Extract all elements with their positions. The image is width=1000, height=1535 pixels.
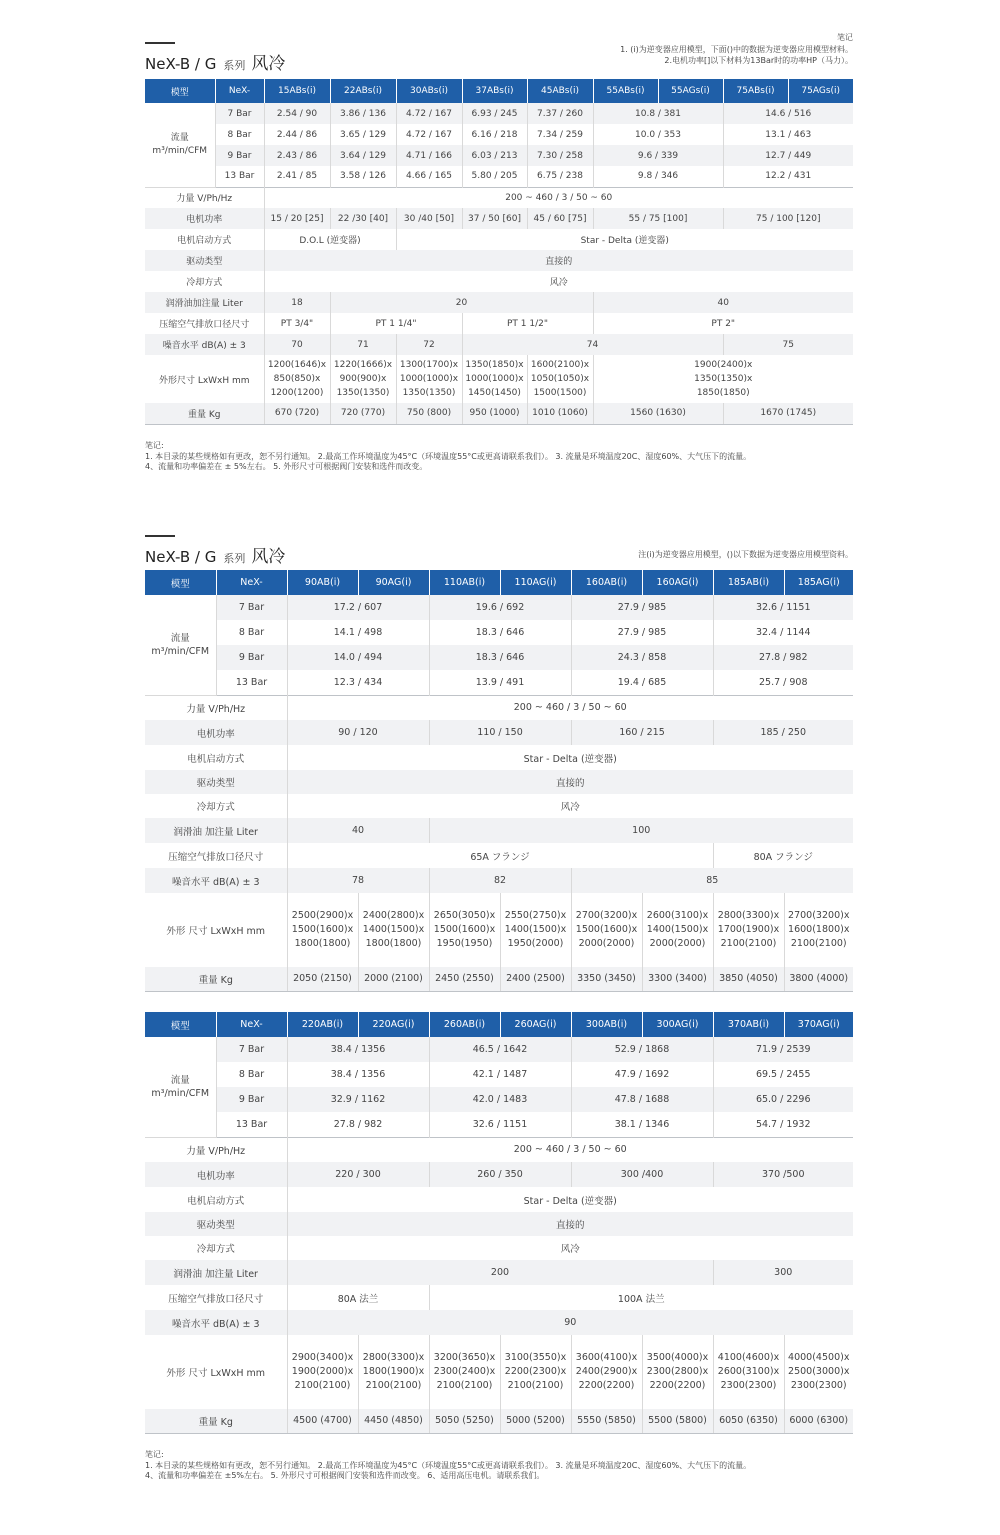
header-note-2: 注(i)为逆变器应用模型，()以下数据为逆变器应用模型资料。 (638, 550, 853, 559)
start-row: 电机启动方式 D.O.L (逆变器) Star - Delta (逆变器) (145, 229, 853, 250)
power-row: 力量 V/Ph/Hz 200 ~ 460 / 3 / 50 ~ 60 (145, 695, 853, 720)
header-note: 笔记 1. (i)为逆变器应用模型，下面()中的数据为逆变器应用模型材料。 2.电机功率[]以下材料为13Bar时的功率HP（马力）。 (620, 33, 853, 65)
section-1-header (145, 33, 853, 74)
flow-row: 13 Bar 2.41 / 85 3.58 / 126 4.66 / 165 5.80 / 205 6.75 / 238 9.8 / 346 12.2 / 431 (145, 166, 853, 187)
weight-row: 重量 Kg 4500 (4700) 4450 (4850) 5050 (5250) 5000 (5200) 5550 (5850) 5500 (5800) 6050 (6350) 6000 (6300) (145, 1409, 853, 1433)
noise-row: 噪音水平 dB(A) ± 3 70 71 72 74 75 (145, 334, 853, 355)
footer-notes-2: 笔记: 1. 本目录的某些规格如有更改，恕不另行通知。 2.最高工作环境温度为45°C（环境温度55°C或更高请联系我们）。 3. 流量是环境温度20C、湿度60%、大气压下的流量。 4、流量和功率偏差在 ±5%左右。 5. 外形尺寸可根据阀门安装和选件而改变。 6、适用高压电机。请联系我们。 (145, 1450, 752, 1480)
outlet-row: 压缩空气排放口径尺寸 80A 法兰 100A 法兰 (145, 1285, 853, 1310)
section-title (145, 49, 285, 74)
noise-row: 噪音水平 dB(A) ± 3 90 (145, 1310, 853, 1335)
footer-notes-1: 笔记: 1. 本目录的某些规格如有更改，恕不另行通知。 2.最高工作环境温度为45°C（环境温度55°C或更高请联系我们）。 3. 流量是环境温度20C、湿度60%、大气压下的流量。 4、流量和功率偏差在 ± 5%左右。 5. 外形尺寸可根据阀门安装和选件而改变。 (145, 441, 752, 471)
flow-row: 13 Bar 27.8 / 982 32.6 / 1151 38.1 / 1346 54.7 / 1932 (145, 1112, 853, 1137)
noise-row: 噪音水平 dB(A) ± 3 78 82 85 (145, 868, 853, 893)
oil-row: 润滑油 加注量 Liter 40 100 (145, 818, 853, 843)
power-row: 力量 V/Ph/Hz 200 ~ 460 / 3 / 50 ~ 60 (145, 1137, 853, 1162)
drive-row: 驱动类型 直接的 (145, 250, 853, 271)
flow-row: 8 Bar 14.1 / 498 18.3 / 646 27.9 / 985 32.4 / 1144 (145, 620, 853, 645)
flow-row: 流量 m³/min/CFM 7 Bar 38.4 / 1356 46.5 / 1642 52.9 / 1868 71.9 / 2539 (145, 1037, 853, 1062)
section-1 (145, 33, 853, 74)
dims-row: 外形尺寸 LxWxH mm 1200(1646)x 850(850)x 1200(1200) 1220(1666)x 900(900)x 1350(1350) 1300(1700)x 1000(1000)x 1350(1350) 1350(1850)x 1000(1000)x 1450(1450) 1600(2100)x 1050(1050)x 1500(1500) 1900(2400)x 1350(1350)x 1850(1850) (145, 355, 853, 403)
title-bar (145, 42, 175, 44)
model-name: NeX-B / G (145, 55, 217, 73)
flow-row: 8 Bar 2.44 / 86 3.65 / 129 4.72 / 167 6.16 / 218 7.34 / 259 10.0 / 353 13.1 / 463 (145, 124, 853, 145)
flow-row: 8 Bar 38.4 / 1356 42.1 / 1487 47.9 / 1692 69.5 / 2455 (145, 1062, 853, 1087)
table-header-row: 模型 NeX- 15ABs(i) 22ABs(i) 30ABs(i) 37ABs(i) 45ABs(i) 55ABs(i) 55AGs(i) 75ABs(i) 75AGs(i) (145, 79, 853, 103)
section-title (145, 542, 285, 567)
flow-row: 13 Bar 12.3 / 434 13.9 / 491 19.4 / 685 25.7 / 908 (145, 670, 853, 695)
outlet-row: 压缩空气排放口径尺寸 PT 3/4" PT 1 1/4" PT 1 1/2" PT 2" (145, 313, 853, 334)
flow-row: 9 Bar 32.9 / 1162 42.0 / 1483 47.8 / 1688 65.0 / 2296 (145, 1087, 853, 1112)
start-row: 电机启动方式 Star - Delta (逆变器) (145, 1187, 853, 1212)
cooling-label: 风冷 (251, 547, 286, 567)
oil-row: 润滑油 加注量 Liter 200 300 (145, 1260, 853, 1285)
start-row: 电机启动方式 Star - Delta (逆变器) (145, 745, 853, 770)
section-2-header (145, 535, 853, 565)
dims-row: 外形 尺寸 LxWxH mm 2900(3400)x 1900(2000)x 2100(2100) 2800(3300)x 1800(1900)x 2100(2100) 3200(3650)x 2300(2400)x 2100(2100) 3100(3550)x 2200(2300)x 2100(2100) 3600(4100)x 2400(2900)x 2200(2200) 3500(4000)x 2300(2800)x 2200(2200) 4100(4600)x 2600(3100)x 2300(2300) 4000(4500)x 2500(3000)x 2300(2300) (145, 1335, 853, 1409)
power-row: 力量 V/Ph/Hz 200 ~ 460 / 3 / 50 ~ 60 (145, 187, 853, 208)
dims-row: 外形 尺寸 LxWxH mm 2500(2900)x 1500(1600)x 1800(1800) 2400(2800)x 1400(1500)x 1800(1800) 2650(3050)x 1500(1600)x 1950(1950) 2550(2750)x 1400(1500)x 1950(2000) 2700(3200)x 1500(1600)x 2000(2000) 2600(3100)x 1400(1500)x 2000(2000) 2800(3300)x 1700(1900)x 2100(2100) 2700(3200)x 1600(1800)x 2100(2100) (145, 893, 853, 967)
weight-row: 重量 Kg 2050 (2150) 2000 (2100) 2450 (2550) 2400 (2500) 3350 (3450) 3300 (3400) 3850 (4050) 3800 (4000) (145, 967, 853, 991)
series-label: 系列 (223, 59, 246, 72)
drive-row: 驱动类型 直接的 (145, 770, 853, 794)
flow-label: 流量 m³/min/CFM (145, 103, 215, 187)
oil-row: 润滑油加注量 Liter 18 20 40 (145, 292, 853, 313)
flow-row: 9 Bar 2.43 / 86 3.64 / 129 4.71 / 166 6.03 / 213 7.30 / 258 9.6 / 339 12.7 / 449 (145, 145, 853, 166)
weight-row: 重量 Kg 670 (720) 720 (770) 750 (800) 950 (1000) 1010 (1060) 1560 (1630) 1670 (1745) (145, 403, 853, 424)
flow-row: 流量 m³/min/CFM 7 Bar 17.2 / 607 19.6 / 692 27.9 / 985 32.6 / 1151 (145, 595, 853, 620)
motor-row: 电机功率 15 / 20 [25] 22 /30 [40] 30 /40 [50] 37 / 50 [60] 45 / 60 [75] 55 / 75 [100] 75 / 100 [120] (145, 208, 853, 229)
flow-row: 9 Bar 14.0 / 494 18.3 / 646 24.3 / 858 27.8 / 982 (145, 645, 853, 670)
series-label: 系列 (223, 552, 246, 565)
table-header-row: 模型 NeX- 90AB(i) 90AG(i) 110AB(i) 110AG(i) 160AB(i) 160AG(i) 185AB(i) 185AG(i) (145, 570, 853, 595)
motor-row: 电机功率 90 / 120 110 / 150 160 / 215 185 / 250 (145, 720, 853, 745)
title-bar (145, 535, 175, 537)
motor-row: 电机功率 220 / 300 260 / 350 300 /400 370 /500 (145, 1162, 853, 1187)
flow-label: 流量 m³/min/CFM (145, 1037, 216, 1137)
flow-label: 流量 m³/min/CFM (145, 595, 216, 695)
cooling-row: 冷却方式 风冷 (145, 1236, 853, 1260)
cooling-row: 冷却方式 风冷 (145, 271, 853, 292)
cooling-label: 风冷 (251, 54, 286, 74)
table-header-row: 模型 NeX- 220AB(i) 220AG(i) 260AB(i) 260AG(i) 300AB(i) 300AG(i) 370AB(i) 370AG(i) (145, 1012, 853, 1037)
cooling-row: 冷却方式 风冷 (145, 794, 853, 818)
spec-table-1 (145, 79, 853, 425)
outlet-row: 压缩空气排放口径尺寸 65A フランジ 80A フランジ (145, 843, 853, 868)
spec-table-3 (145, 1012, 853, 1434)
model-name: NeX-B / G (145, 548, 217, 566)
section-2 (145, 535, 853, 565)
drive-row: 驱动类型 直接的 (145, 1212, 853, 1236)
flow-row: 流量 m³/min/CFM 7 Bar 2.54 / 90 3.86 / 136 4.72 / 167 6.93 / 245 7.37 / 260 10.8 / 381 14.6 / 516 (145, 103, 853, 124)
spec-table-2 (145, 570, 853, 992)
